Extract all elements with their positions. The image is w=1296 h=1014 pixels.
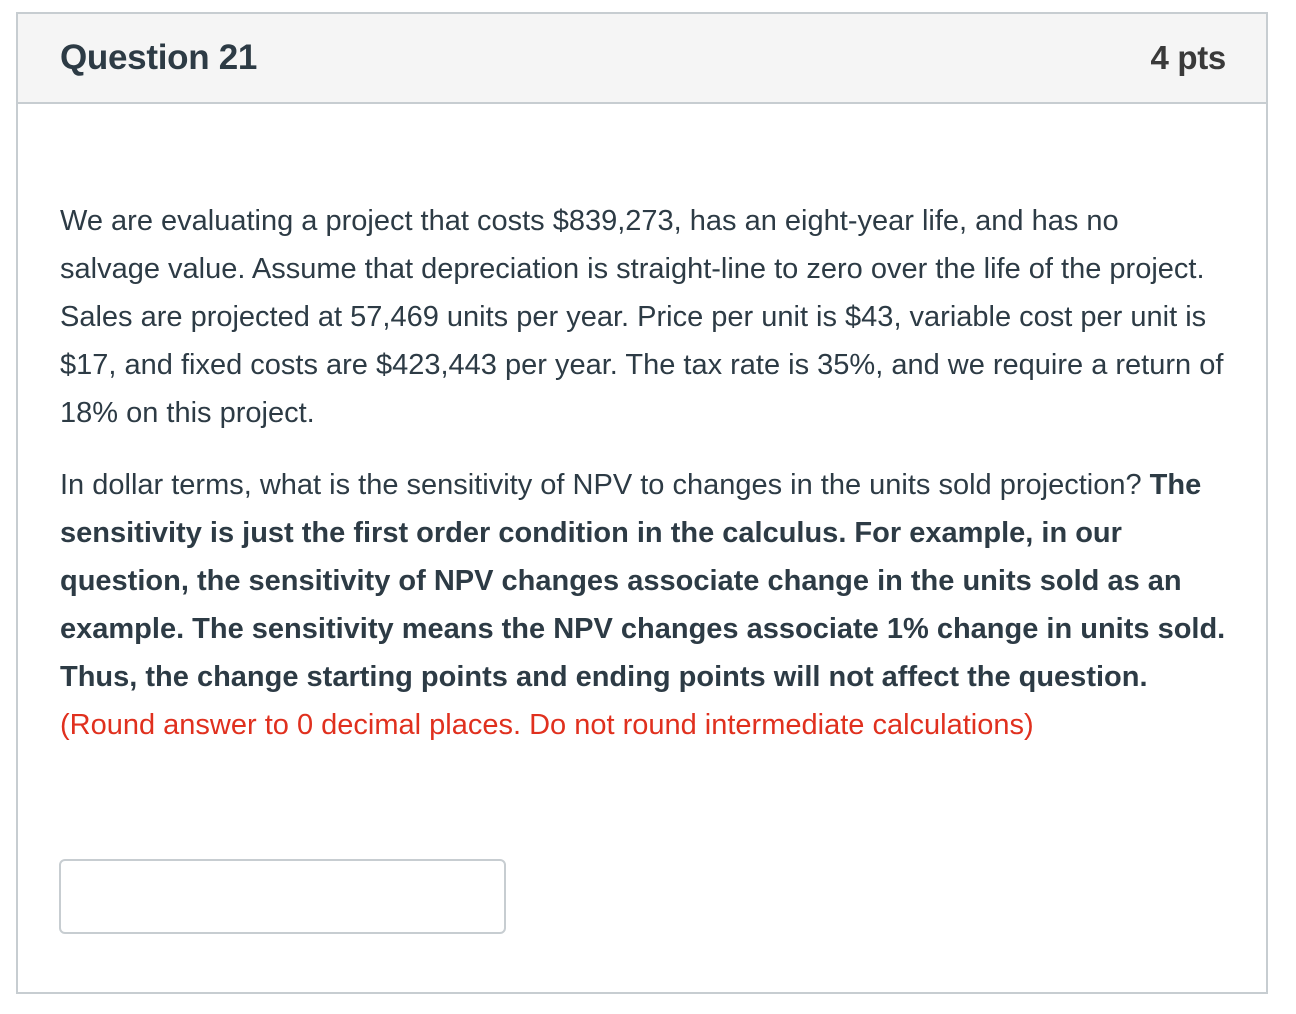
question-card (16, 12, 1268, 994)
question-points: 4 pts (1150, 39, 1226, 76)
rounding-instruction: (Round answer to 0 decimal places. Do not round intermediate calculations) (60, 709, 1034, 741)
answer-input[interactable] (59, 859, 506, 934)
prompt-text: In dollar terms, what is the sensitivity of NPV to changes in the units sold projection? (60, 469, 1142, 501)
sensitivity-explanation: The sensitivity is just the first order condition in the calculus. For example, in our question, the sensitivity of NPV changes associate change in the units sold as an example. The sensitivity means the NPV changes associate 1% change in units sold. Thus, the change starting points and ending points will not affect the question. (60, 469, 1226, 693)
question-title: Question 21 (60, 38, 258, 77)
question-header (18, 14, 1266, 104)
question-text (18, 104, 1266, 749)
problem-statement: We are evaluating a project that costs $839,273, has an eight-year life, and has no salvage value. Assume that depreciation is straight-line to zero over the life of the project. Sales are projected at 57,469 units per year. Price per unit is $43, variable cost per unit is $17, and fixed costs are $423,443 per year. The tax rate is 35%, and we require a return of 18% on this project. (60, 205, 1224, 429)
question-prompt (60, 461, 1226, 749)
